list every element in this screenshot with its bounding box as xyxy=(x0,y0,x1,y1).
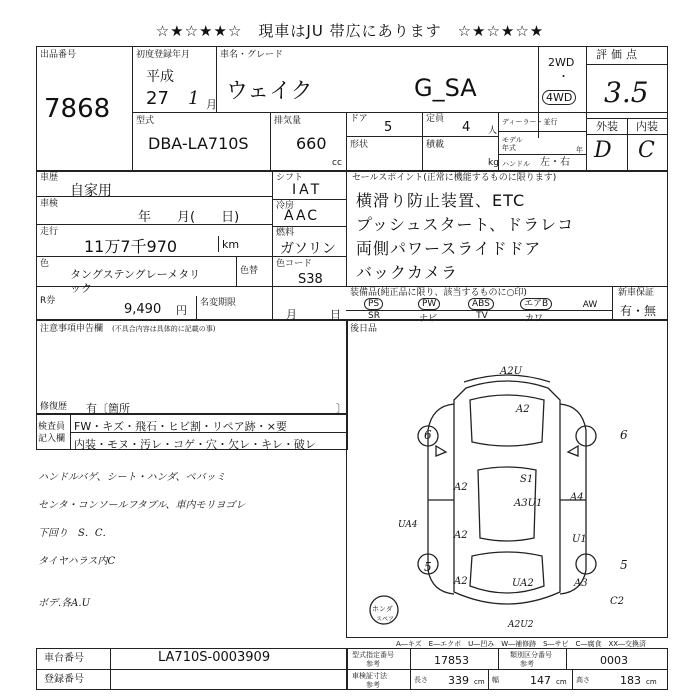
inspector-row-2: 内装・モヌ・汚レ・コゲ・穴・欠レ・キレ・破レ xyxy=(74,438,316,451)
spare-sub: スペア xyxy=(376,616,395,623)
recycle-value: 9,490 xyxy=(124,302,162,317)
grade-score-value: 3.5 xyxy=(604,76,649,109)
length-value: 339 xyxy=(448,674,469,687)
doors-value: 5 xyxy=(384,120,393,135)
drive-dot: ・ xyxy=(558,70,569,83)
interior-label: 内装 xyxy=(636,120,658,133)
sales-point-2: プッシュスタート、ドラレコ xyxy=(356,215,575,234)
drive-2wd: 2WD xyxy=(548,56,575,69)
first-reg-month: 1 xyxy=(188,88,200,109)
model-year-unit: 年 xyxy=(576,146,583,154)
color-value-2: ック xyxy=(70,282,92,295)
model-year-label: モデル 年式 xyxy=(502,136,523,152)
handwritten-note-2: センタ・コンソールフタブル、車内モリヨゴレ xyxy=(38,500,246,511)
drive-4wd-circled: 4WD xyxy=(542,90,576,105)
mark-hood: A2 xyxy=(516,404,530,415)
type-designation-label: 型式指定番号 xyxy=(352,651,394,659)
inspection-label: 車検 xyxy=(40,199,59,209)
sales-points-label: セールスポイント(正常に機能するものに限ります) xyxy=(352,173,557,183)
damage-legend: A―キズ E―エクボ U―凹み W―補修跡 S―サビ C―腐食 XX―交換済 xyxy=(396,640,647,648)
exterior-value: D xyxy=(594,138,612,163)
mark-bottom: A2U2 xyxy=(508,620,534,630)
displacement-value: 660 xyxy=(296,134,327,153)
notes-block xyxy=(36,320,348,414)
spare-label: ホンダ xyxy=(372,605,393,613)
dimensions-sub: 参考 xyxy=(366,681,380,689)
mileage-value: 11万7千970 xyxy=(84,237,178,256)
handle-value: 左・右 xyxy=(540,157,570,168)
aftermarket-label: 後日品 xyxy=(350,324,378,334)
mark-roof: S1 xyxy=(520,474,534,485)
category-value: 0003 xyxy=(600,654,628,667)
height-unit: cm xyxy=(646,678,657,686)
doors-label: ドア xyxy=(350,114,368,124)
first-reg-year: 27 xyxy=(146,88,169,109)
car-name-label: 車名・グレード xyxy=(220,50,284,60)
mark-top: A2U xyxy=(500,366,523,377)
shape-label: 形状 xyxy=(350,140,369,150)
color-label: 色 xyxy=(40,259,50,269)
recycle-unit: 円 xyxy=(176,304,187,317)
shift-label: シフト xyxy=(276,173,304,183)
dimensions-label: 車検証寸法 xyxy=(352,672,387,680)
handle-label: ハンドル xyxy=(502,160,530,168)
chassis-label: 車台番号 xyxy=(44,653,84,664)
category-label: 類別区分番号 xyxy=(510,651,552,659)
color-value-1: タングステングレーメタリ xyxy=(70,268,201,281)
load-label: 積載 xyxy=(426,140,445,150)
mileage-unit: km xyxy=(222,238,240,251)
recycle-label: R券 xyxy=(40,296,56,306)
dealer-label: ディーラー・並行 xyxy=(502,118,558,126)
first-reg-label: 初度登録年月 xyxy=(136,50,191,60)
equip-tv: TV xyxy=(476,311,488,321)
mark-rear-left: 5 xyxy=(424,560,432,574)
inspector-label-1: 検査員 xyxy=(38,422,66,432)
mark-rear-center: UA2 xyxy=(512,578,534,589)
first-reg-era: 平成 xyxy=(146,69,174,85)
car-grade: G_SA xyxy=(414,74,477,102)
ac-value: AAC xyxy=(284,208,320,224)
sales-point-1: 横滑り防止装置、ETC xyxy=(356,191,526,210)
handwritten-note-1: ハンドルバゲ、シート・ハンダ、ペバッミ xyxy=(38,472,226,483)
model-label: 型式 xyxy=(136,116,155,126)
new-warranty-value: 有・無 xyxy=(620,304,657,318)
color-tone-label: 色替 xyxy=(240,266,259,276)
length-label: 長さ xyxy=(414,676,428,684)
mark-rear-right-q: A3 xyxy=(574,578,588,589)
repair-close: 〕 xyxy=(336,402,347,415)
mark-left-rear-door: A2 xyxy=(454,530,468,541)
equip-airbag: エアB xyxy=(520,298,552,310)
displacement-label: 排気量 xyxy=(274,116,302,126)
equipment-label: 装備品(純正品に限り、該当するものに○印) xyxy=(350,288,527,298)
category-sub: 参考 xyxy=(520,660,534,668)
car-name: ウェイク xyxy=(226,79,313,104)
new-warranty-label: 新車保証 xyxy=(618,288,655,298)
notes-label: 注意事項申告欄 xyxy=(40,324,104,334)
repair-value: 有〔箇所 xyxy=(86,402,130,415)
inspector-row-1: FW・キズ・飛石・ヒビ割・リペア跡・×要 xyxy=(74,420,287,433)
height-label: 高さ xyxy=(576,676,590,684)
capacity-label: 定員 xyxy=(426,114,445,124)
repair-label: 修復歴 xyxy=(40,402,68,412)
lot-label: 出品番号 xyxy=(40,50,77,60)
inspection-value: 年 月( 日) xyxy=(138,210,240,225)
model-value: DBA-LA710S xyxy=(148,134,249,153)
first-reg-month-unit: 月 xyxy=(206,98,217,111)
type-designation-value: 17853 xyxy=(434,654,469,667)
load-unit: kg xyxy=(488,158,499,168)
height-value: 183 xyxy=(620,674,641,687)
mark-rear-left-q: A2 xyxy=(454,576,468,587)
exterior-label: 外装 xyxy=(596,120,618,133)
color-code-label: 色コード xyxy=(276,259,313,269)
mark-rear-right: 5 xyxy=(620,558,628,572)
registration-label: 登録番号 xyxy=(44,674,84,685)
grade-score-label: 評価点 xyxy=(596,48,641,61)
mark-left-outer: UA4 xyxy=(398,520,418,530)
handwritten-note-5: ボデ.各A.U xyxy=(38,598,91,609)
inspector-label-2: 記入欄 xyxy=(38,434,66,444)
fuel-value: ガソリン xyxy=(280,241,336,257)
mark-center: A3U1 xyxy=(514,498,543,509)
capacity-value: 4 xyxy=(462,120,471,135)
sales-point-4: バックカメラ xyxy=(356,263,459,282)
width-unit: cm xyxy=(556,678,567,686)
sales-point-3: 両側パワースライドドア xyxy=(356,239,542,258)
equip-aw: AW xyxy=(582,300,598,310)
history-label: 車歴 xyxy=(40,173,59,183)
width-label: 幅 xyxy=(492,676,499,684)
mark-right-side-top: A4 xyxy=(570,492,584,503)
equip-leather: カワ xyxy=(524,314,543,324)
displacement-unit: cc xyxy=(332,158,342,168)
equip-pw: PW xyxy=(418,298,440,310)
name-change-label: 名変期限 xyxy=(200,298,237,308)
lot-number: 7868 xyxy=(44,94,111,124)
banner-text: ☆★☆★★☆ 現車はJU 帯広にあります ☆★☆★☆★ xyxy=(155,22,545,40)
equip-sr: SR xyxy=(368,311,380,321)
equip-ps: PS xyxy=(364,298,383,310)
mark-tail-right: C2 xyxy=(610,596,625,607)
chassis-value: LA710S-0003909 xyxy=(158,650,271,665)
equip-navi: ナビ xyxy=(418,314,437,324)
fuel-label: 燃料 xyxy=(276,228,295,238)
width-value: 147 xyxy=(530,674,551,687)
type-designation-sub: 参考 xyxy=(366,660,380,668)
ac-label: 冷房 xyxy=(276,201,295,211)
name-change-value: 月 日 xyxy=(286,308,341,321)
mark-right-side: U1 xyxy=(572,534,587,545)
mileage-label: 走行 xyxy=(40,227,59,237)
color-code-value: S38 xyxy=(298,272,323,287)
length-unit: cm xyxy=(474,678,485,686)
capacity-unit: 人 xyxy=(488,126,498,136)
mark-left-front: A2 xyxy=(454,482,468,493)
shift-value: IAT xyxy=(292,182,323,198)
mark-front-left: 6 xyxy=(424,428,432,442)
handwritten-note-4: タイヤハラス内C xyxy=(38,556,116,567)
history-value: 自家用 xyxy=(70,183,112,199)
notes-small: (不具合内容は具体的に記載の事) xyxy=(112,325,216,333)
handwritten-note-3: 下回り S．C． xyxy=(38,528,113,539)
interior-value: C xyxy=(638,138,655,163)
mark-front-right: 6 xyxy=(620,428,628,442)
equip-abs: ABS xyxy=(468,298,494,310)
